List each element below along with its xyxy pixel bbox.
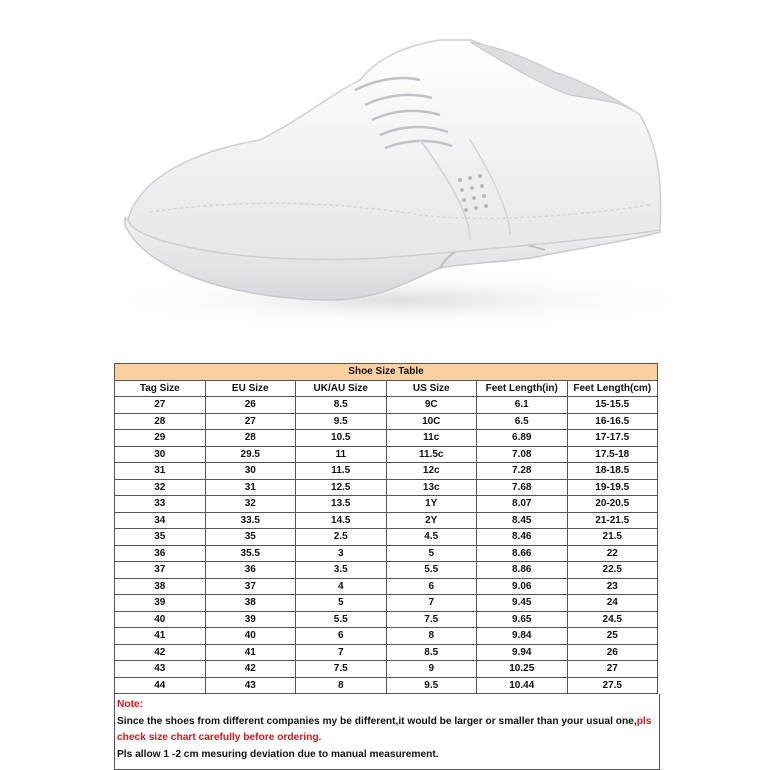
table-cell: 37 — [115, 562, 206, 579]
table-cell: 6 — [386, 578, 477, 595]
note-line-2: Pls allow 1 -2 cm mesuring deviation due to manual measurement. — [117, 748, 439, 760]
table-cell: 23 — [567, 578, 658, 595]
table-cell: 9C — [386, 397, 477, 414]
table-cell: 8.46 — [477, 529, 568, 546]
table-row — [115, 677, 658, 694]
table-cell: 2.5 — [296, 529, 387, 546]
table-cell: 12c — [386, 463, 477, 480]
product-image — [0, 0, 768, 350]
table-cell: 7.68 — [477, 479, 568, 496]
table-cell: 13c — [386, 479, 477, 496]
table-cell: 8 — [296, 677, 387, 694]
table-title-row — [115, 364, 658, 381]
table-row — [115, 628, 658, 645]
table-cell: 3.5 — [296, 562, 387, 579]
table-cell: 36 — [115, 545, 206, 562]
table-cell: 11 — [296, 446, 387, 463]
table-cell: 32 — [115, 479, 206, 496]
table-cell: 9 — [386, 661, 477, 678]
table-cell: 9.65 — [477, 611, 568, 628]
table-cell: 5.5 — [296, 611, 387, 628]
table-cell: 7 — [296, 644, 387, 661]
table-cell: 28 — [115, 413, 206, 430]
table-cell: 43 — [115, 661, 206, 678]
table-cell: 11.5 — [296, 463, 387, 480]
table-cell: 9.45 — [477, 595, 568, 612]
table-cell: 16-16.5 — [567, 413, 658, 430]
table-cell: 41 — [205, 644, 296, 661]
table-cell: 4 — [296, 578, 387, 595]
table-cell: 17.5-18 — [567, 446, 658, 463]
table-cell: 27 — [567, 661, 658, 678]
table-row — [115, 562, 658, 579]
table-cell: 21.5 — [567, 529, 658, 546]
column-header: US Size — [386, 380, 477, 397]
table-cell: 7.5 — [296, 661, 387, 678]
size-chart — [114, 363, 658, 770]
table-cell: 33 — [115, 496, 206, 513]
table-cell: 22 — [567, 545, 658, 562]
note-line-1 — [117, 714, 659, 747]
table-cell: 5.5 — [386, 562, 477, 579]
table-row — [115, 661, 658, 678]
table-cell: 35.5 — [205, 545, 296, 562]
table-cell: 10.5 — [296, 430, 387, 447]
table-cell: 13.5 — [296, 496, 387, 513]
table-cell: 28 — [205, 430, 296, 447]
note-text: Since the shoes from different companies my be different,it would be larger or smaller than your usual one, — [117, 715, 637, 727]
table-cell: 30 — [115, 446, 206, 463]
table-cell: 9.84 — [477, 628, 568, 645]
table-row — [115, 496, 658, 513]
table-cell: 41 — [115, 628, 206, 645]
table-cell: 26 — [205, 397, 296, 414]
table-cell: 7 — [386, 595, 477, 612]
table-cell: 32 — [205, 496, 296, 513]
table-cell: 8 — [386, 628, 477, 645]
table-cell: 30 — [205, 463, 296, 480]
column-header: EU Size — [205, 380, 296, 397]
table-cell: 10.25 — [477, 661, 568, 678]
table-cell: 9.5 — [296, 413, 387, 430]
table-cell: 8.07 — [477, 496, 568, 513]
table-cell: 10.44 — [477, 677, 568, 694]
table-cell: 6.89 — [477, 430, 568, 447]
table-row — [115, 446, 658, 463]
table-cell: 38 — [205, 595, 296, 612]
table-cell: 25 — [567, 628, 658, 645]
table-cell: 18-18.5 — [567, 463, 658, 480]
table-cell: 26 — [567, 644, 658, 661]
table-row — [115, 479, 658, 496]
table-cell: 2Y — [386, 512, 477, 529]
table-cell: 7.08 — [477, 446, 568, 463]
table-cell: 35 — [205, 529, 296, 546]
table-row — [115, 512, 658, 529]
table-cell: 36 — [205, 562, 296, 579]
table-cell: 42 — [115, 644, 206, 661]
upper — [128, 40, 661, 259]
table-cell: 8.5 — [296, 397, 387, 414]
table-cell: 7.5 — [386, 611, 477, 628]
table-cell: 6.5 — [477, 413, 568, 430]
table-cell: 24.5 — [567, 611, 658, 628]
table-cell: 40 — [205, 628, 296, 645]
table-cell: 43 — [205, 677, 296, 694]
table-cell: 27 — [205, 413, 296, 430]
table-row — [115, 463, 658, 480]
table-cell: 3 — [296, 545, 387, 562]
table-cell: 9.5 — [386, 677, 477, 694]
notes — [114, 694, 660, 770]
table-cell: 35 — [115, 529, 206, 546]
table-row — [115, 545, 658, 562]
table-cell: 8.45 — [477, 512, 568, 529]
table-cell: 12.5 — [296, 479, 387, 496]
table-cell: 8.86 — [477, 562, 568, 579]
table-cell: 15-15.5 — [567, 397, 658, 414]
column-header: Feet Length(cm) — [567, 380, 658, 397]
table-row — [115, 430, 658, 447]
table-cell: 37 — [205, 578, 296, 595]
table-row — [115, 413, 658, 430]
note-warning: pls check size chart carefully before ordering. — [117, 715, 652, 743]
table-cell: 27.5 — [567, 677, 658, 694]
table-cell: 24 — [567, 595, 658, 612]
table-cell: 34 — [115, 512, 206, 529]
table-cell: 11c — [386, 430, 477, 447]
table-cell: 7.28 — [477, 463, 568, 480]
note-heading: Note: — [117, 699, 144, 710]
table-cell: 1Y — [386, 496, 477, 513]
table-row — [115, 397, 658, 414]
column-header: Feet Length(in) — [477, 380, 568, 397]
table-cell: 39 — [205, 611, 296, 628]
table-cell: 5 — [296, 595, 387, 612]
table-cell: 9.06 — [477, 578, 568, 595]
table-cell: 9.94 — [477, 644, 568, 661]
table-cell: 33.5 — [205, 512, 296, 529]
table-cell: 44 — [115, 677, 206, 694]
table-cell: 8.5 — [386, 644, 477, 661]
table-cell: 4.5 — [386, 529, 477, 546]
column-header: UK/AU Size — [296, 380, 387, 397]
table-cell: 29 — [115, 430, 206, 447]
column-header: Tag Size — [115, 380, 206, 397]
table-cell: 10C — [386, 413, 477, 430]
table-cell: 29.5 — [205, 446, 296, 463]
table-cell: 21-21.5 — [567, 512, 658, 529]
table-cell: 31 — [115, 463, 206, 480]
table-cell: 38 — [115, 578, 206, 595]
table-row — [115, 578, 658, 595]
table-cell: 20-20.5 — [567, 496, 658, 513]
table-row — [115, 644, 658, 661]
table-cell: 6 — [296, 628, 387, 645]
table-cell: 11.5c — [386, 446, 477, 463]
size-table — [114, 363, 658, 694]
table-cell: 17-17.5 — [567, 430, 658, 447]
table-cell: 31 — [205, 479, 296, 496]
table-cell: 6.1 — [477, 397, 568, 414]
table-cell: 27 — [115, 397, 206, 414]
table-cell: 22.5 — [567, 562, 658, 579]
table-cell: 5 — [386, 545, 477, 562]
table-cell: 42 — [205, 661, 296, 678]
table-row — [115, 529, 658, 546]
table-title: Shoe Size Table — [115, 364, 658, 381]
table-cell: 19-19.5 — [567, 479, 658, 496]
table-header-row — [115, 380, 658, 397]
table-cell: 39 — [115, 595, 206, 612]
sneaker-illustration — [0, 0, 768, 350]
table-cell: 14.5 — [296, 512, 387, 529]
table-row — [115, 595, 658, 612]
table-row — [115, 611, 658, 628]
table-cell: 8.66 — [477, 545, 568, 562]
table-cell: 40 — [115, 611, 206, 628]
